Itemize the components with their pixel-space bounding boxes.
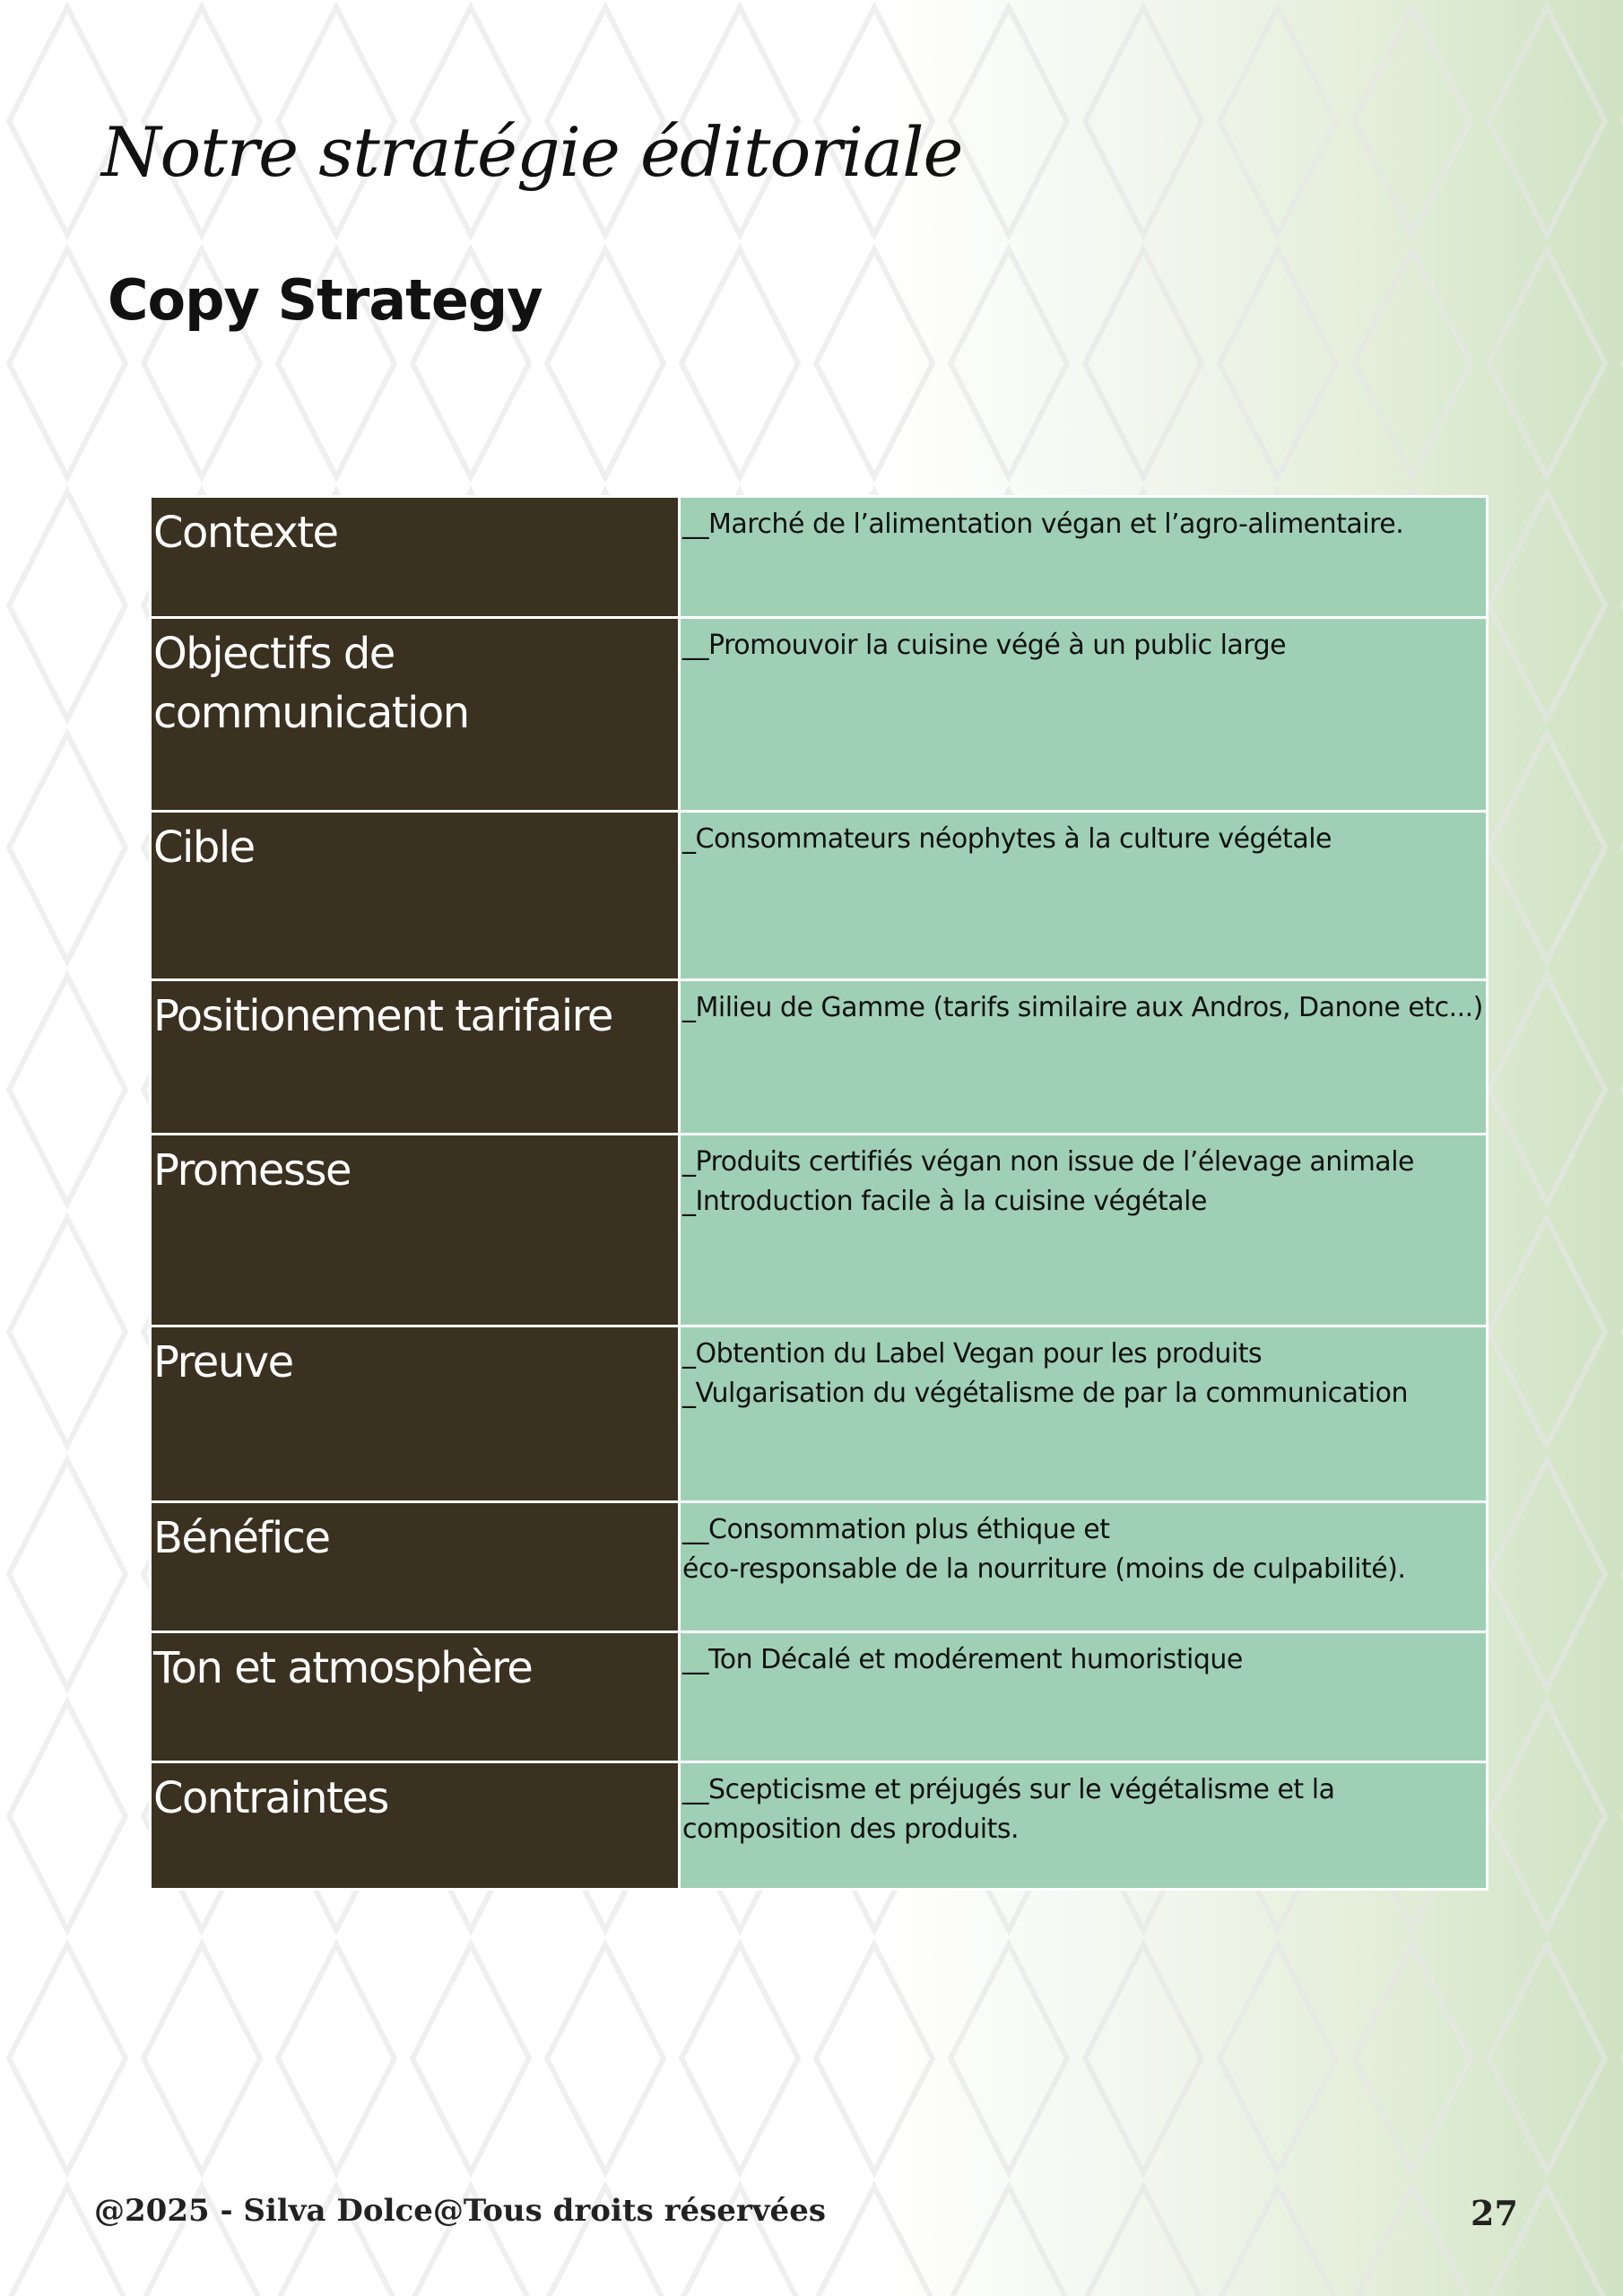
value-line: _Consommateurs néophytes à la culture végétale [682, 823, 1332, 855]
row-value [680, 1632, 1488, 1762]
value-line: _Milieu de Gamme (tarifs similaire aux Andros, Danone etc...) [682, 992, 1483, 1023]
value-line: éco-responsable de la nourriture (moins de culpabilité). [682, 1553, 1406, 1585]
table-row-promesse [151, 1135, 1488, 1326]
row-label: Cible [151, 812, 680, 980]
table-row-benefice [151, 1502, 1488, 1632]
table-row-cible [151, 812, 1488, 980]
table-row-contraintes [151, 1762, 1488, 1890]
row-value [680, 497, 1488, 618]
row-value [680, 1502, 1488, 1632]
row-value [680, 980, 1488, 1135]
footer-copyright: @2025 - Silva Dolce@Tous droits réservées [94, 2193, 826, 2229]
row-label: Promesse [151, 1135, 680, 1326]
value-line: _Introduction facile à la cuisine végétale [682, 1186, 1207, 1217]
value-line: _Vulgarisation du végétalisme de par la communication [682, 1378, 1409, 1409]
value-line: __Ton Décalé et modérement humoristique [682, 1644, 1243, 1675]
table-row-preuve [151, 1326, 1488, 1502]
row-value [680, 1135, 1488, 1326]
value-line: __Promouvoir la cuisine végé à un public large [682, 630, 1287, 661]
value-line: _Produits certifiés végan non issue de l’élevage animale [682, 1146, 1414, 1178]
page-number: 27 [1471, 2193, 1518, 2233]
row-label: Contexte [151, 497, 680, 618]
row-value [680, 1762, 1488, 1890]
table-row-ton [151, 1632, 1488, 1762]
page-title: Notre stratégie éditoriale [101, 112, 963, 192]
row-value [680, 618, 1488, 812]
row-label: Ton et atmosphère [151, 1632, 680, 1762]
copy-strategy-table [149, 495, 1488, 1891]
value-line: __Consommation plus éthique et [682, 1514, 1110, 1545]
row-label: Positionement tarifaire [151, 980, 680, 1135]
value-line: __Scepticisme et préjugés sur le végétalisme et la composition des produits. [682, 1774, 1335, 1845]
row-label: Preuve [151, 1326, 680, 1502]
row-value [680, 1326, 1488, 1502]
value-line: __Marché de l’alimentation végan et l’agro-alimentaire. [682, 509, 1404, 540]
table-row-positionnement [151, 980, 1488, 1135]
section-title: Copy Strategy [108, 267, 542, 333]
row-label: Objectifs de communication [151, 618, 680, 812]
row-label: Bénéfice [151, 1502, 680, 1632]
row-label: Contraintes [151, 1762, 680, 1890]
table-row-objectifs [151, 618, 1488, 812]
value-line: _Obtention du Label Vegan pour les produits [682, 1338, 1263, 1370]
table-row-contexte [151, 497, 1488, 618]
row-value [680, 812, 1488, 980]
